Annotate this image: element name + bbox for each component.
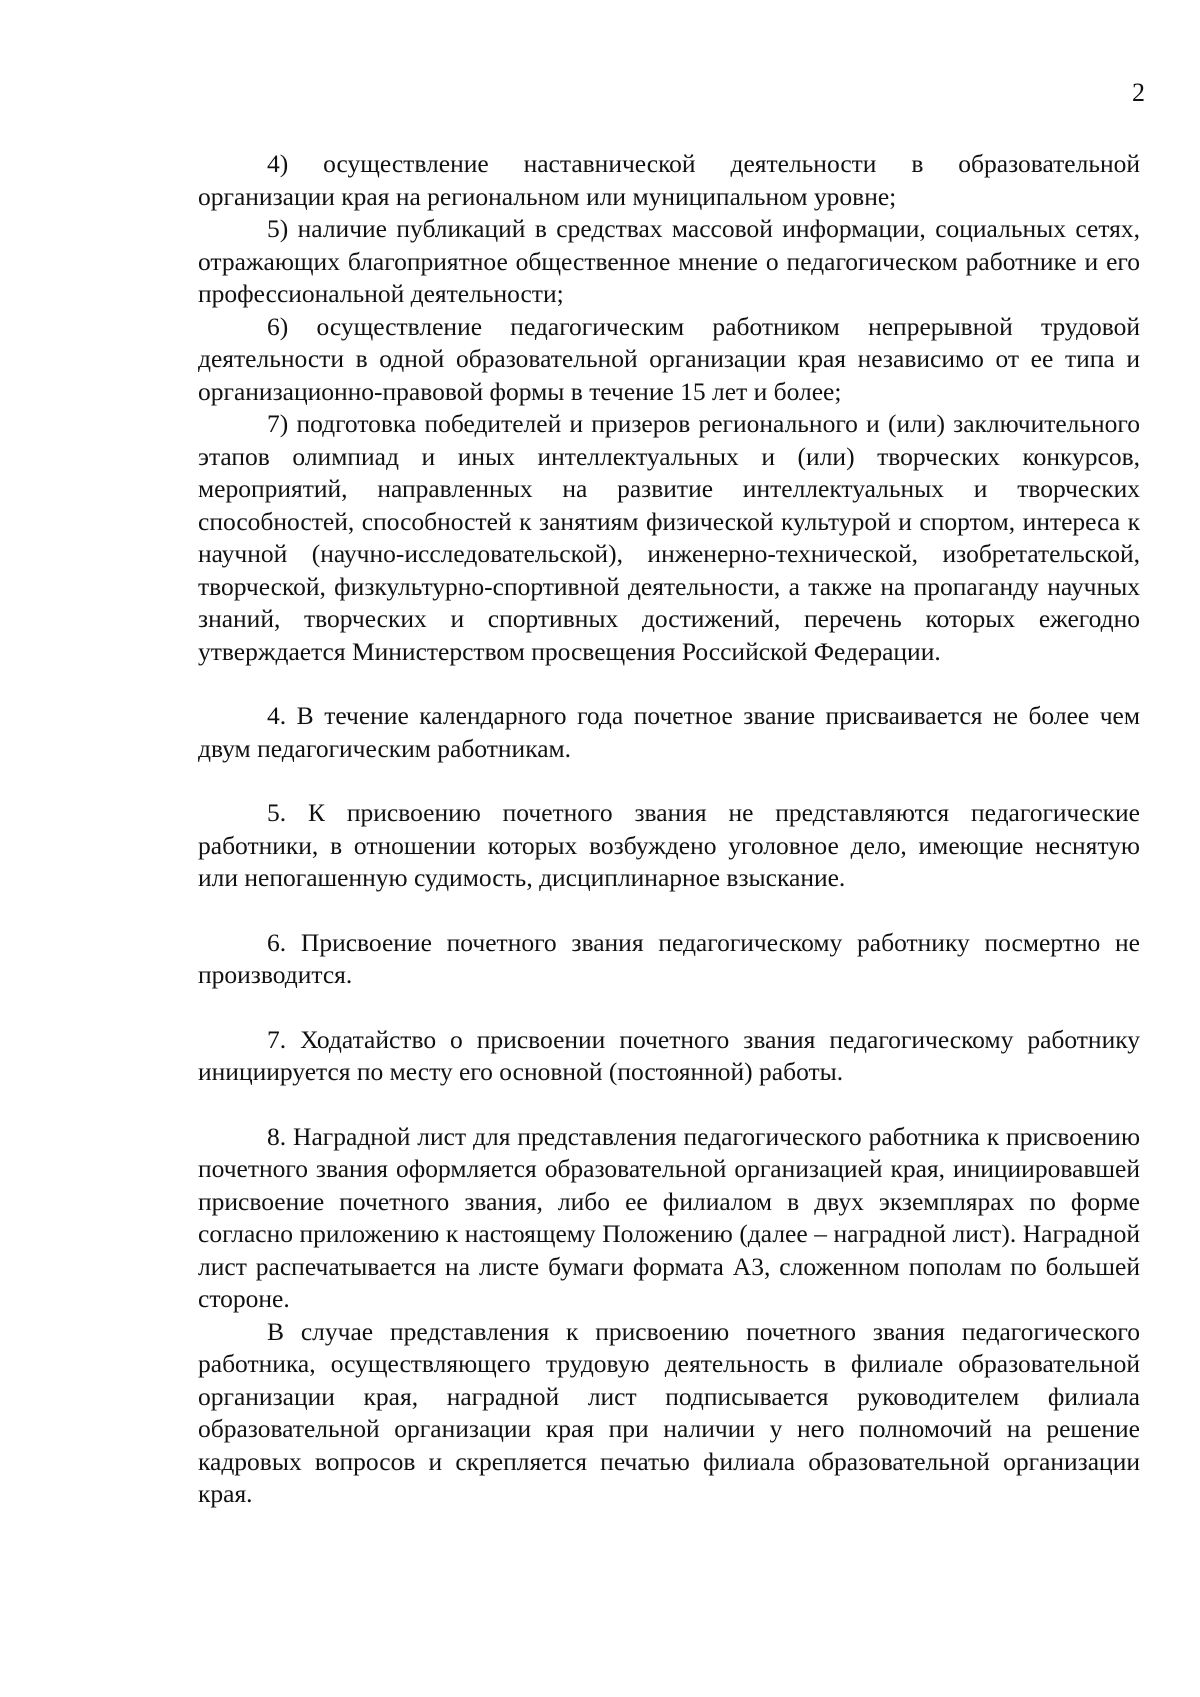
document-body xyxy=(198,148,1140,1511)
list-item-4: 4) осуществление наставнической деятельности в образовательной организации края на региональном или муниципальном уровне; xyxy=(198,149,1140,211)
clause-5: 5. К присвоению почетного звания не представляются педагогические работники, в отношении которых возбуждено уголовное дело, имеющие неснятую или непогашенную судимость, дисциплинарное взыскание. xyxy=(198,798,1140,892)
clause-4: 4. В течение календарного года почетное звание присваивается не более чем двум педагогическим работникам. xyxy=(198,701,1140,763)
clause-6: 6. Присвоение почетного звания педагогическому работнику посмертно не производится. xyxy=(198,927,1140,989)
list-item-7: 7) подготовка победителей и призеров регионального и (или) заключительного этапов олимпиад и иных интеллектуальных и (или) творческих конкурсов, мероприятий, направленных на развитие интеллектуальных и творческих способностей, способностей к занятиям физической культурой и спортом, интереса к научной (научно-исследовательской), инженерно-технической, изобретательской, творческой, физкультурно-спортивной деятельности, а также на пропаганду научных знаний, творческих и спортивных достижений, перечень которых ежегодно утверждается Министерством просвещения Российской Федерации. xyxy=(198,409,1140,666)
clause-8-continuation: В случае представления к присвоению почетного звания педагогического работника, осуществляющего трудовую деятельность в филиале образовательной организации края, наградной лист подписывается руководителем филиала образовательной организации края при наличии у него полномочий на решение кадровых вопросов и скрепляется печатью филиала образовательной организации края. xyxy=(198,1316,1140,1508)
clause-7: 7. Ходатайство о присвоении почетного звания педагогическому работнику инициируется по месту его основной (постоянной) работы. xyxy=(198,1024,1140,1086)
clause-8: 8. Наградной лист для представления педагогического работника к присвоению почетного звания оформляется образовательной организацией края, инициировавшей присвоение почетного звания, либо ее филиалом в двух экземплярах по форме согласно приложению к настоящему Положению (далее – наградной лист). Наградной лист распечатывается на листе бумаги формата А3, сложенном пополам по большей стороне. xyxy=(198,1121,1140,1313)
page-number: 2 xyxy=(1132,78,1145,107)
list-item-5: 5) наличие публикаций в средствах массовой информации, социальных сетях, отражающих благоприятное общественное мнение о педагогическом работнике и его профессиональной деятельности; xyxy=(198,214,1140,308)
list-item-6: 6) осуществление педагогическим работником непрерывной трудовой деятельности в одной образовательной организации края независимо от ее типа и организационно-правовой формы в течение 15 лет и более; xyxy=(198,311,1140,406)
